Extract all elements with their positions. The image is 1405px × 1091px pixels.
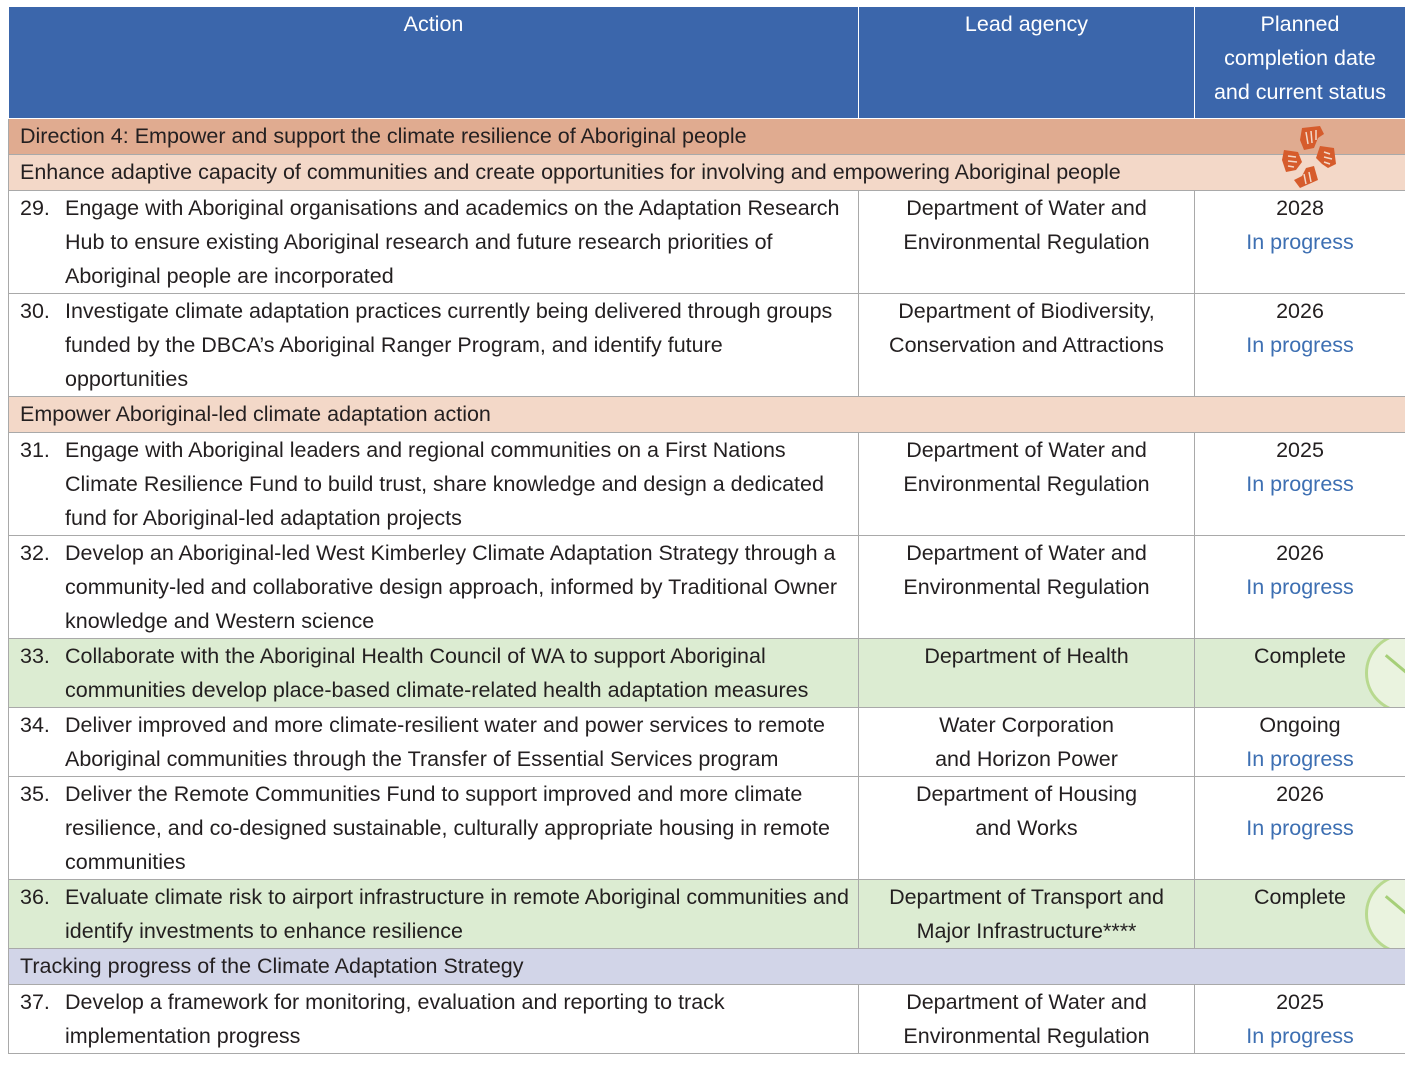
row-status: In progress xyxy=(1246,1024,1354,1048)
header-status xyxy=(1195,7,1405,119)
section-label: Empower Aboriginal-led climate adaptation action xyxy=(9,397,1405,433)
row-lead: Environmental Regulation xyxy=(903,1024,1150,1048)
section-label: Tracking progress of the Climate Adaptation Strategy xyxy=(9,949,1405,985)
table-row xyxy=(9,777,1405,880)
header-status-line: completion date xyxy=(1224,46,1376,70)
row-lead: Department of Biodiversity, xyxy=(898,299,1155,323)
row-date: 2028 xyxy=(1276,196,1324,220)
table-row xyxy=(9,294,1405,397)
row-lead: Water Corporation xyxy=(939,713,1114,737)
row-status: In progress xyxy=(1246,333,1354,357)
direction-row xyxy=(9,119,1405,155)
row-action: Investigate climate adaptation practices currently being delivered through groups funded by the DBCA’s Aboriginal Ranger Program, and identify future opportunities xyxy=(65,299,833,391)
row-status: In progress xyxy=(1246,816,1354,840)
row-lead: Department of Water and xyxy=(906,541,1147,565)
row-number: 36. xyxy=(20,885,50,909)
row-lead: Environmental Regulation xyxy=(903,575,1150,599)
row-lead: Department of Water and xyxy=(906,990,1147,1014)
section-row xyxy=(9,949,1405,985)
row-date: Ongoing xyxy=(1259,713,1341,737)
row-action: Develop a framework for monitoring, evaluation and reporting to track implementation progress xyxy=(65,990,725,1048)
header-action: Action xyxy=(9,7,859,119)
row-number: 37. xyxy=(20,990,50,1014)
row-lead: and Works xyxy=(975,816,1078,840)
row-status: In progress xyxy=(1246,747,1354,771)
row-number: 35. xyxy=(20,782,50,806)
row-number: 34. xyxy=(20,713,50,737)
row-action: Develop an Aboriginal-led West Kimberley Climate Adaptation Strategy through a community-led and collaborative design approach, informed by Traditional Owner knowledge and Western science xyxy=(65,541,838,633)
section-row xyxy=(9,155,1405,191)
row-number: 32. xyxy=(20,541,50,565)
header-row xyxy=(9,7,1405,119)
header-status-line: Planned xyxy=(1260,12,1340,36)
row-lead: Major Infrastructure**** xyxy=(916,919,1137,943)
direction-title: Direction 4: Empower and support the climate resilience of Aboriginal people xyxy=(9,119,1405,155)
row-status: In progress xyxy=(1246,472,1354,496)
table-row xyxy=(9,191,1405,294)
row-action: Deliver the Remote Communities Fund to support improved and more climate resilience, and co-designed sustainable, culturally appropriate housing in remote communities xyxy=(65,782,830,874)
row-action: Deliver improved and more climate-resilient water and power services to remote Aboriginal communities through the Transfer of Essential Services program xyxy=(65,713,825,771)
table-row xyxy=(9,985,1405,1054)
row-status: In progress xyxy=(1246,230,1354,254)
row-action: Engage with Aboriginal organisations and academics on the Adaptation Research Hub to ensure existing Aboriginal research and future research priorities of Aboriginal people are incorporated xyxy=(65,196,840,288)
row-date: 2025 xyxy=(1276,990,1324,1014)
hands-icon xyxy=(1280,124,1338,190)
section-label: Enhance adaptive capacity of communities and create opportunities for involving and empowering Aboriginal people xyxy=(9,155,1405,191)
row-lead: Conservation and Attractions xyxy=(889,333,1164,357)
header-status-line: and current status xyxy=(1213,80,1387,104)
row-lead: Department of Health xyxy=(924,644,1129,668)
row-lead: Department of Water and xyxy=(906,196,1147,220)
table-row xyxy=(9,708,1405,777)
row-date: 2025 xyxy=(1276,438,1324,462)
row-lead: Department of Water and xyxy=(906,438,1147,462)
row-date: Complete xyxy=(1253,644,1346,668)
row-number: 30. xyxy=(20,299,50,323)
row-date: Complete xyxy=(1253,885,1346,909)
table-row xyxy=(9,536,1405,639)
table-row xyxy=(9,433,1405,536)
row-number: 29. xyxy=(20,196,50,220)
row-status: In progress xyxy=(1246,575,1354,599)
table-row xyxy=(9,639,1405,708)
row-date: 2026 xyxy=(1276,299,1324,323)
section-row xyxy=(9,397,1405,433)
row-lead: Environmental Regulation xyxy=(903,230,1150,254)
row-number: 31. xyxy=(20,438,50,462)
row-lead: Department of Housing xyxy=(915,782,1138,806)
row-number: 33. xyxy=(20,644,50,668)
climate-actions-table xyxy=(8,6,1405,1054)
row-action: Collaborate with the Aboriginal Health Council of WA to support Aboriginal communities develop place-based climate-related health adaptation measures xyxy=(65,644,809,702)
row-lead: and Horizon Power xyxy=(935,747,1118,771)
row-action: Evaluate climate risk to airport infrastructure in remote Aboriginal communities and identify investments to enhance resilience xyxy=(65,885,849,943)
row-action: Engage with Aboriginal leaders and regional communities on a First Nations Climate Resilience Fund to build trust, share knowledge and design a dedicated fund for Aboriginal-led adaptation projects xyxy=(65,438,824,530)
row-date: 2026 xyxy=(1276,782,1324,806)
row-lead: Environmental Regulation xyxy=(903,472,1150,496)
row-date: 2026 xyxy=(1276,541,1324,565)
header-lead-agency: Lead agency xyxy=(859,7,1195,119)
table-row xyxy=(9,880,1405,949)
row-lead: Department of Transport and xyxy=(889,885,1164,909)
